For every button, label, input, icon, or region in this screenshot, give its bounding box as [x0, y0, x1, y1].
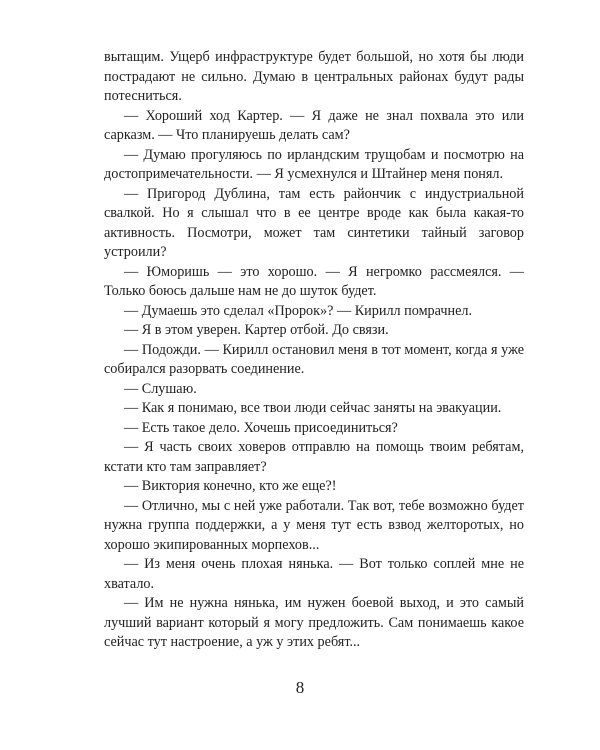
paragraph: — Подожди. — Кирилл остановил меня в тот момент, когда я уже собирался разорвать соединение.	[104, 341, 524, 377]
body-text	[104, 48, 524, 653]
paragraph: — Есть такое дело. Хочешь присоединиться?	[124, 419, 398, 436]
paragraph: — Из меня очень плохая нянька. — Вот только соплей мне не хватало.	[104, 556, 524, 592]
paragraph: — Думаю прогуляюсь по ирландским трущобам и посмотрю на достопримечательности. — Я усмехнулся и Штайнер меня понял.	[104, 146, 524, 182]
paragraph: — Отлично, мы с ней уже работали. Так вот, тебе возможно будет нужна группа поддержки, а у меня тут есть взвод желторотых, но хорошо экипированных морпехов...	[104, 497, 524, 553]
paragraph: — Пригород Дублина, там есть райончик с индустриальной свалкой. Но я слышал что в ее центре вроде как была какая-то активность. Посмотри, может там синтетики тайный заговор устроили?	[104, 185, 524, 260]
paragraph: — Как я понимаю, все твои люди сейчас заняты на эвакуации.	[124, 400, 502, 416]
paragraph: вытащим. Ущерб инфраструктуре будет большой, но хотя бы люди пострадают не сильно. Думаю в центральных районах будут рады потесниться.	[104, 49, 524, 104]
paragraph: — Хороший ход Картер. — Я даже не знал похвала это или сарказм. — Что планируешь делать сам?	[104, 107, 524, 143]
paragraph: — Им не нужна нянька, им нужен боевой выход, и это самый лучший вариант который я могу предложить. Сам понимаешь какое сейчас тут настроение, а уж у этих ребят...	[104, 595, 524, 650]
page-number: 8	[295, 678, 305, 697]
paragraph: — Думаешь это сделал «Пророк»? — Кирилл помрачнел.	[124, 302, 473, 319]
paragraph: — Я часть своих ховеров отправлю на помощь твоим ребятам, кстати кто там заправляет?	[104, 439, 524, 475]
paragraph: — Юморишь — это хорошо. — Я негромко рассмеялся. — Только боюсь дальше нам не до шуток будет.	[104, 263, 524, 299]
paragraph: — Я в этом уверен. Картер отбой. До связи.	[124, 322, 389, 338]
paragraph: — Слушаю.	[124, 380, 197, 397]
paragraph: — Виктория конечно, кто же еще?!	[124, 478, 337, 494]
